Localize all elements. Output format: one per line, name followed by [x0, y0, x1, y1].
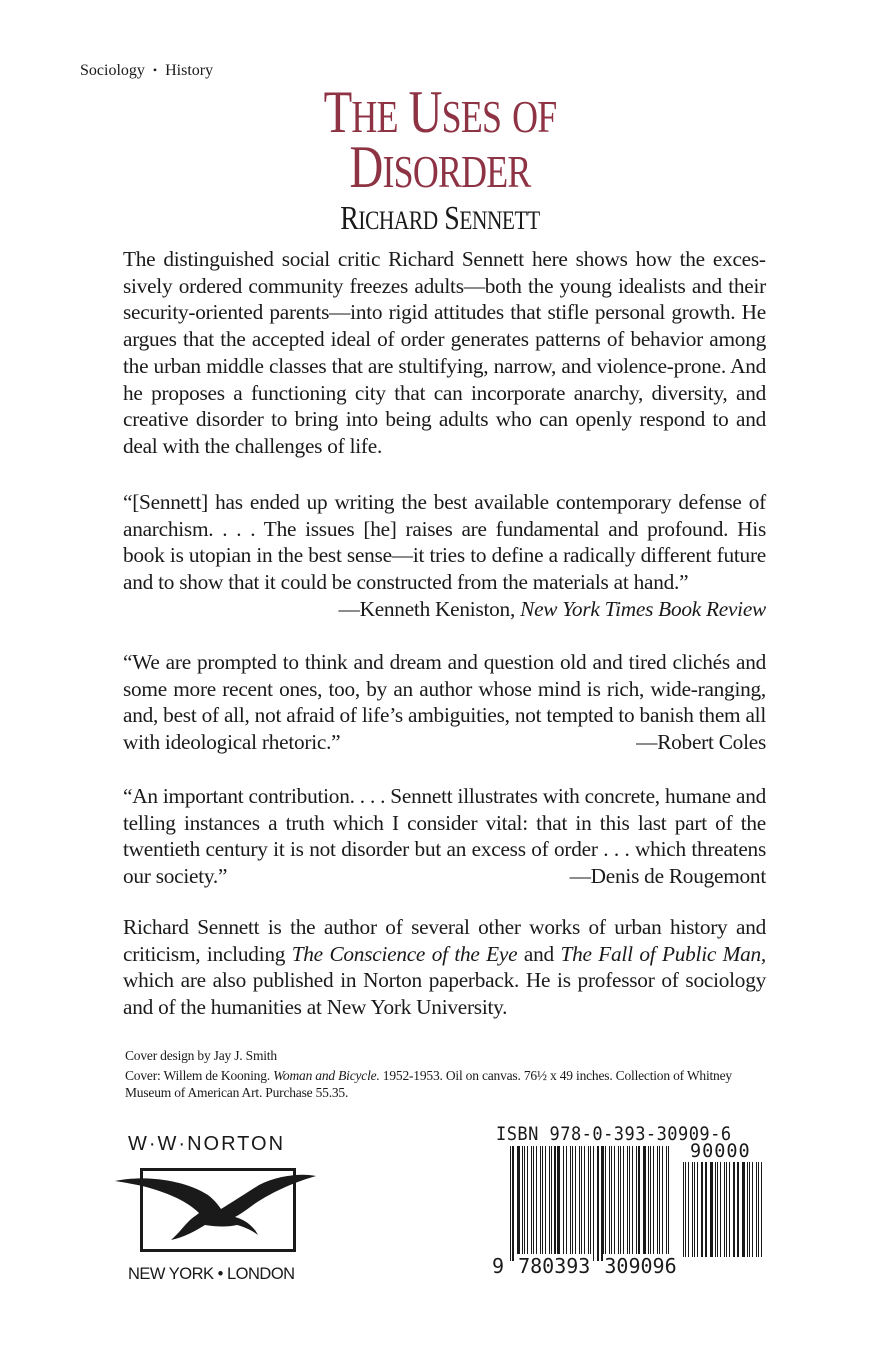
barcode-bar — [563, 1146, 564, 1261]
barcode-bar — [752, 1162, 753, 1257]
barcode-bar — [724, 1162, 725, 1257]
barcode-bar — [733, 1162, 735, 1257]
title-word-uses: SES — [441, 91, 502, 142]
ean-digit-first: 9 — [492, 1254, 505, 1278]
barcode-bar — [715, 1162, 716, 1257]
bio-text: and — [517, 941, 561, 966]
barcode-bar — [662, 1146, 663, 1261]
art-credit-text: Cover: Willem de Kooning. — [125, 1068, 274, 1083]
barcode-bar — [609, 1146, 610, 1261]
barcode-bar — [710, 1162, 713, 1257]
barcode-bar — [579, 1146, 580, 1261]
barcode-bar — [659, 1146, 660, 1261]
barcode-bar — [653, 1146, 654, 1261]
title-word-the: HE — [351, 91, 398, 142]
barcode-bar — [618, 1146, 619, 1261]
barcode-bar — [726, 1162, 727, 1257]
barcode-bar — [614, 1146, 615, 1261]
barcode-bar — [522, 1146, 523, 1261]
quote-text: “An important contribution. . . . Sennett illustrates with concrete, humane and telling instances a truth which I consider vital: that in this last part of the twentieth century it is not disorder but an excess of order . . . which threatens our society.” — [123, 784, 766, 889]
review-quote-coles — [123, 649, 766, 756]
cover-art-credit — [125, 1067, 770, 1101]
barcode-bar — [551, 1146, 552, 1261]
barcode-bar — [668, 1146, 669, 1261]
art-credit-text: 1952-1953. Oil on canvas. 76½ x 49 inches. Collection of Whitney Museum of American Art. Purchase 55.35. — [125, 1068, 732, 1100]
barcode-bar — [629, 1146, 630, 1261]
barcode-bar — [623, 1146, 624, 1261]
ean-barcode — [510, 1146, 670, 1261]
barcode-bar — [549, 1146, 550, 1261]
barcode-bar — [517, 1146, 520, 1261]
barcode-bar — [650, 1146, 651, 1261]
barcode-bar — [742, 1162, 745, 1257]
barcode-bar — [666, 1146, 667, 1261]
bio-book-title: The Fall of Public Man, — [560, 941, 766, 966]
barcode-bar — [761, 1162, 762, 1257]
barcode-bar — [584, 1146, 585, 1261]
barcode-bar — [601, 1146, 604, 1261]
title-word-of: OF — [512, 91, 557, 142]
barcode-bar — [717, 1162, 718, 1257]
category-separator: • — [152, 63, 158, 77]
barcode-bar — [756, 1162, 757, 1257]
barcode-bar — [729, 1162, 730, 1257]
author-bio — [123, 914, 766, 1021]
publisher-name: W·W·NORTON — [128, 1133, 286, 1155]
barcode-bar — [570, 1146, 571, 1261]
barcode-bar — [542, 1146, 543, 1261]
ean-number — [491, 1254, 678, 1278]
barcode-bar — [694, 1162, 695, 1257]
author-last: ENNETT — [459, 206, 540, 235]
barcode-bar — [749, 1162, 750, 1257]
quote-attribution — [339, 596, 766, 623]
barcode-bar — [692, 1162, 693, 1257]
barcode-bar — [643, 1146, 646, 1261]
barcode-bar — [557, 1146, 560, 1261]
barcode-bar — [581, 1146, 582, 1261]
barcode-bar — [593, 1146, 594, 1261]
author-last-cap: S — [444, 200, 460, 237]
barcode-bar — [620, 1146, 621, 1261]
barcode-bar — [590, 1146, 591, 1261]
bio-book-title: The Conscience of the Eye — [291, 941, 518, 966]
barcode-bar — [632, 1146, 633, 1261]
barcode-bar — [597, 1146, 599, 1261]
book-description: The distinguished social critic Richard Sennett here shows how the excessively ordered community freezes adults—both the young idealists and their security-oriented parents—into rigid attitudes that stifle personal growth. He argues that the accepted ideal of order generates patterns of behavior among the urban middle classes that are stultifying, narrow, and violence-prone. And he proposes a functioning city that can incorporate anarchy, diversity, and creative disorder to bring into being adults who can openly respond to and deal with the challenges of life. — [123, 247, 766, 458]
category-history: History — [165, 62, 214, 79]
art-title: Woman and Bicycle. — [273, 1068, 380, 1083]
barcode-bar — [545, 1146, 546, 1261]
barcode-bar — [657, 1146, 658, 1261]
category-label — [80, 62, 213, 80]
isbn-label: ISBN 978-0-393-30909-6 — [496, 1124, 732, 1145]
barcode-bar — [566, 1146, 567, 1261]
barcode-bar — [627, 1146, 628, 1261]
quote-attribution: —Robert Coles — [636, 730, 766, 755]
title-word-disorder-cap: D — [349, 134, 383, 200]
title-word-disorder: ISORDER — [382, 146, 531, 197]
barcode-bar — [510, 1146, 511, 1261]
publisher-logo — [128, 1133, 313, 1284]
review-quote-keniston — [123, 489, 766, 623]
barcode-bar — [758, 1162, 759, 1257]
publisher-cities: NEW YORK • LONDON — [128, 1265, 295, 1283]
quote-text: “We are prompted to think and dream and question old and tired clichés and some more recent ones, too, by an author whose mind is rich, wide-ranging, and, best of all, not afraid of life’s ambiguities, not tempted to banish them all with ideological rhetoric.” — [123, 650, 766, 755]
barcode-bar — [540, 1146, 541, 1261]
barcode-bar — [638, 1146, 640, 1261]
barcode-bar — [685, 1162, 686, 1257]
cover-design-credit: Cover design by Jay J. Smith — [125, 1048, 277, 1063]
barcode-bar — [588, 1146, 589, 1261]
barcode-bar — [636, 1146, 637, 1261]
bio-text: which are also published in Norton paperback. He is professor of sociology and of the humanities at New York University. — [123, 968, 766, 1020]
barcode-bar — [688, 1162, 689, 1257]
barcode-bar — [611, 1146, 612, 1261]
barcode-bar — [531, 1146, 532, 1261]
barcode-bar — [705, 1162, 707, 1257]
barcode-bar — [575, 1146, 576, 1261]
barcode-bar — [527, 1146, 528, 1261]
barcode-bar — [536, 1146, 537, 1261]
barcode-bar — [605, 1146, 606, 1261]
author-name — [79, 201, 801, 239]
barcode-bar — [697, 1162, 698, 1257]
barcode-bar — [683, 1162, 684, 1257]
barcode-bar — [701, 1162, 703, 1257]
seagull-icon — [113, 1173, 318, 1243]
barcode-bar — [554, 1146, 556, 1261]
barcode-bar — [533, 1146, 534, 1261]
title-word-the-cap: T — [323, 79, 352, 145]
quote-text: “[Sennett] has ended up writing the best available contemporary defense of anarchism. . . . The issues [he] raises are fundamental and profound. His book is utopian in the best sense—it tries to define a radically different future and to show that it could be constructed from the materials at hand.” — [123, 490, 766, 595]
barcode-bar — [512, 1146, 514, 1261]
barcode-bar — [737, 1162, 739, 1257]
author-first-cap: R — [340, 200, 359, 237]
quote-attribution: —Denis de Rougemont — [569, 864, 766, 889]
barcode-bar — [747, 1162, 748, 1257]
logo-frame — [140, 1168, 296, 1252]
attribution-name: —Kenneth Keniston, — [338, 596, 521, 621]
bio-text: Richard Sennett is the author of several other works of urban history and criticism, including — [123, 915, 766, 966]
title-word-uses-cap: U — [408, 79, 442, 145]
author-first: ICHARD — [358, 206, 438, 235]
book-title-line-2 — [97, 134, 783, 202]
addon-barcode — [683, 1162, 763, 1257]
category-sociology: Sociology — [80, 62, 145, 79]
ean-digit-group-2: 309096 — [604, 1254, 677, 1278]
price-code: 90000 — [690, 1141, 751, 1162]
attribution-source: New York Times Book Review — [520, 596, 766, 621]
barcode-bar — [720, 1162, 721, 1257]
barcode-bar — [524, 1146, 525, 1261]
review-quote-rougemont — [123, 783, 766, 890]
barcode-bar — [572, 1146, 573, 1261]
barcode-bar — [648, 1146, 649, 1261]
ean-digit-group-1: 780393 — [518, 1254, 591, 1278]
